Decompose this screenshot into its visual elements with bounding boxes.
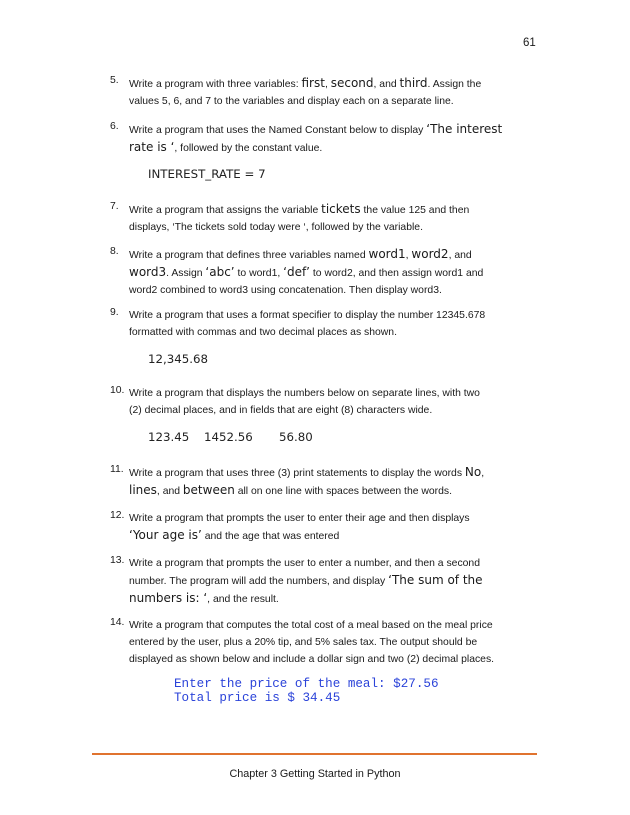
exercise-text [129,121,514,157]
exercise-text [129,75,514,110]
exercise-number: 7. [110,201,119,212]
exercise-text [129,385,514,419]
text: Write a program that prompts the user to enter their age and then displays [129,513,470,524]
text: Write a program that uses a format specifier to display the number 12345.678 [129,310,486,321]
text: , followed by the constant value. [174,143,323,154]
var-third: third [399,76,428,90]
text: all on one line with spaces between the words. [234,486,452,497]
text: Write a program that displays the numbers below on separate lines, with two [129,388,480,399]
code-line: Enter the price of the meal: $27.56 [174,677,439,691]
text: displays, ‘The tickets sold today were ‘, followed by the variable. [129,222,423,233]
string-literal: ‘The sum of the [388,573,483,587]
exercise-text [129,555,514,608]
exercise-number: 14. [110,617,125,628]
text: formatted with commas and two decimal places as shown. [129,327,397,338]
text: , [324,79,331,90]
exercise-number: 5. [110,75,119,86]
text: , and [448,250,472,261]
page-number: 61 [523,37,536,49]
string-literal: ‘abc’ [205,265,235,279]
var-second: second [330,76,374,90]
text: , and [156,486,183,497]
code-line: Total price is $ 34.45 [174,691,341,705]
exercise-text [129,307,514,341]
text: Write a program that uses three (3) print statements to display the words [129,468,465,479]
text: to word2, and then assign word1 and [310,268,484,279]
number-cell: 56.80 [279,430,313,444]
text: displayed as shown below and include a dollar sign and two (2) decimal places. [129,654,495,665]
text: word2 combined to word3 using concatenation. Then display word3. [129,285,442,296]
text: Write a program that defines three variables named [129,250,369,261]
string-literal: numbers is: ‘ [129,591,208,605]
number-cell: 123.45 [148,430,190,444]
word-between: between [182,483,235,497]
text: number. The program will add the numbers, and display [129,576,389,587]
footer-rule [92,753,537,755]
exercise-number: 13. [110,555,125,566]
exercise-number: 8. [110,246,119,257]
string-literal: ‘The interest [426,122,503,136]
text: , and [373,79,400,90]
string-literal: ‘Your age is’ [129,528,202,542]
text: to word1, [234,268,284,279]
text: values 5, 6, and 7 to the variables and display each on a separate line. [129,96,454,107]
text: . Assign [166,268,206,279]
text: . Assign the [427,79,482,90]
text: the value 125 and then [360,205,470,216]
exercise-number: 9. [110,307,119,318]
text: Write a program that computes the total cost of a meal based on the meal price [129,620,493,631]
format-sample: 12,345.68 [148,352,209,366]
exercise-number: 6. [110,121,119,132]
text: Write a program with three variables: [129,79,302,90]
constant-line: INTEREST_RATE = 7 [148,167,266,181]
word-no: No [464,465,482,479]
text: Write a program that assigns the variable [129,205,322,216]
exercise-text [129,201,514,236]
exercise-number: 11. [110,464,124,475]
code-output [174,677,439,705]
var-tickets: tickets [321,202,361,216]
number-cell: 1452.56 [204,430,253,444]
var-first: first [301,76,325,90]
text: , [481,468,485,479]
footer-title: Chapter 3 Getting Started in Python [229,768,401,780]
var-word1: word1 [368,247,406,261]
exercise-text [129,246,514,299]
exercise-text [129,617,514,668]
exercise-text [129,464,514,500]
var-word2: word2 [411,247,449,261]
string-literal: rate is ‘ [129,140,175,154]
exercise-text [129,510,514,545]
text: and the age that was entered [201,531,340,542]
exercise-number: 10. [110,385,125,396]
text: Write a program that prompts the user to enter a number, and then a second [129,558,480,569]
exercise-number: 12. [110,510,125,521]
text: Write a program that uses the Named Constant below to display [129,125,427,136]
string-literal: ‘def’ [283,265,310,279]
text: (2) decimal places, and in fields that are eight (8) characters wide. [129,405,433,416]
word-lines: lines [129,483,157,497]
text: , [405,250,412,261]
text: , and the result. [207,594,279,605]
text: entered by the user, plus a 20% tip, and 5% sales tax. The output should be [129,637,478,648]
var-word3: word3 [129,265,167,279]
